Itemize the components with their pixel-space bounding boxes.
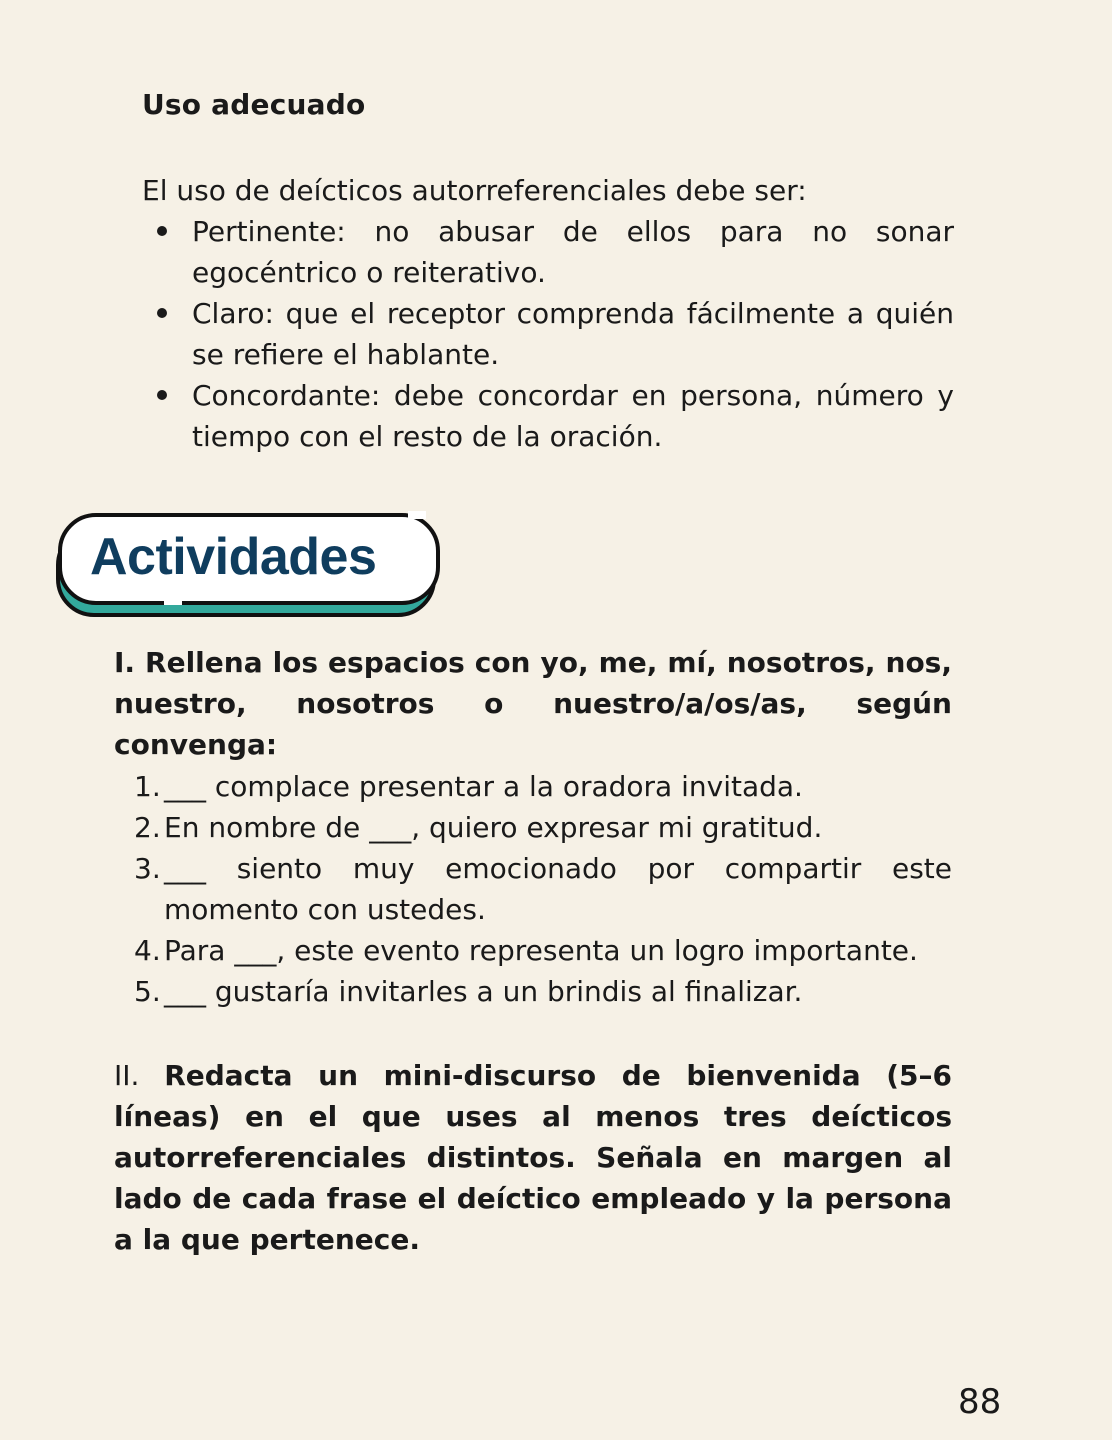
list-item [134,807,952,848]
item-text: Para ___, este evento representa un logro importante. [164,934,918,967]
list-item-text: Concordante: debe concordar en persona, número y tiempo con el resto de la oración. [192,379,954,453]
banner-outline-gap [408,511,426,519]
criteria-list [192,211,954,457]
activities-title: Actividades [90,528,377,586]
item-number: 5. [134,975,161,1008]
item-number: 2. [134,811,161,844]
list-item [192,293,954,375]
list-item-text: Claro: que el receptor comprenda fácilmente a quién se refiere el hablante. [192,297,954,371]
list-item [192,211,954,293]
bullet-dot-icon [157,390,167,400]
item-number: 1. [134,770,161,803]
exercise-1-list [134,766,952,1012]
section-heading: Uso adecuado [142,88,366,121]
list-item [134,930,952,971]
list-item-text: Pertinente: no abusar de ellos para no sonar egocéntrico o reiterativo. [192,215,954,289]
item-text: ___ complace presentar a la oradora invitada. [164,770,803,803]
exercise-2-instruction [114,1055,952,1260]
intro-text: El uso de deícticos autorreferenciales debe ser: [142,174,807,207]
list-item [192,375,954,457]
item-text: ___ siento muy emocionado por compartir este momento con ustedes. [164,852,952,926]
banner-outline-gap [164,595,182,605]
bullet-dot-icon [157,308,167,318]
list-item [134,766,952,807]
item-number: 3. [134,852,161,885]
bullet-dot-icon [157,226,167,236]
list-item [134,971,952,1012]
exercise-2-prefix: II. [114,1059,140,1092]
item-text: En nombre de ___, quiero expresar mi gratitud. [164,811,823,844]
exercise-2-text: Redacta un mini-discurso de bienvenida (5–6 líneas) en el que uses al menos tres deícticos autorreferenciales distintos. Señala en margen al lado de cada frase el deíctico empleado y la persona a la que pertenece. [114,1059,952,1256]
activities-banner [56,513,440,621]
list-item [134,848,952,930]
page-number: 88 [958,1382,1002,1422]
item-number: 4. [134,934,161,967]
exercise-1-instruction: I. Rellena los espacios con yo, me, mí, nosotros, nos, nuestro, nosotros o nuestro/a/os/as, según convenga: [114,646,952,761]
item-text: ___ gustaría invitarles a un brindis al finalizar. [164,975,803,1008]
